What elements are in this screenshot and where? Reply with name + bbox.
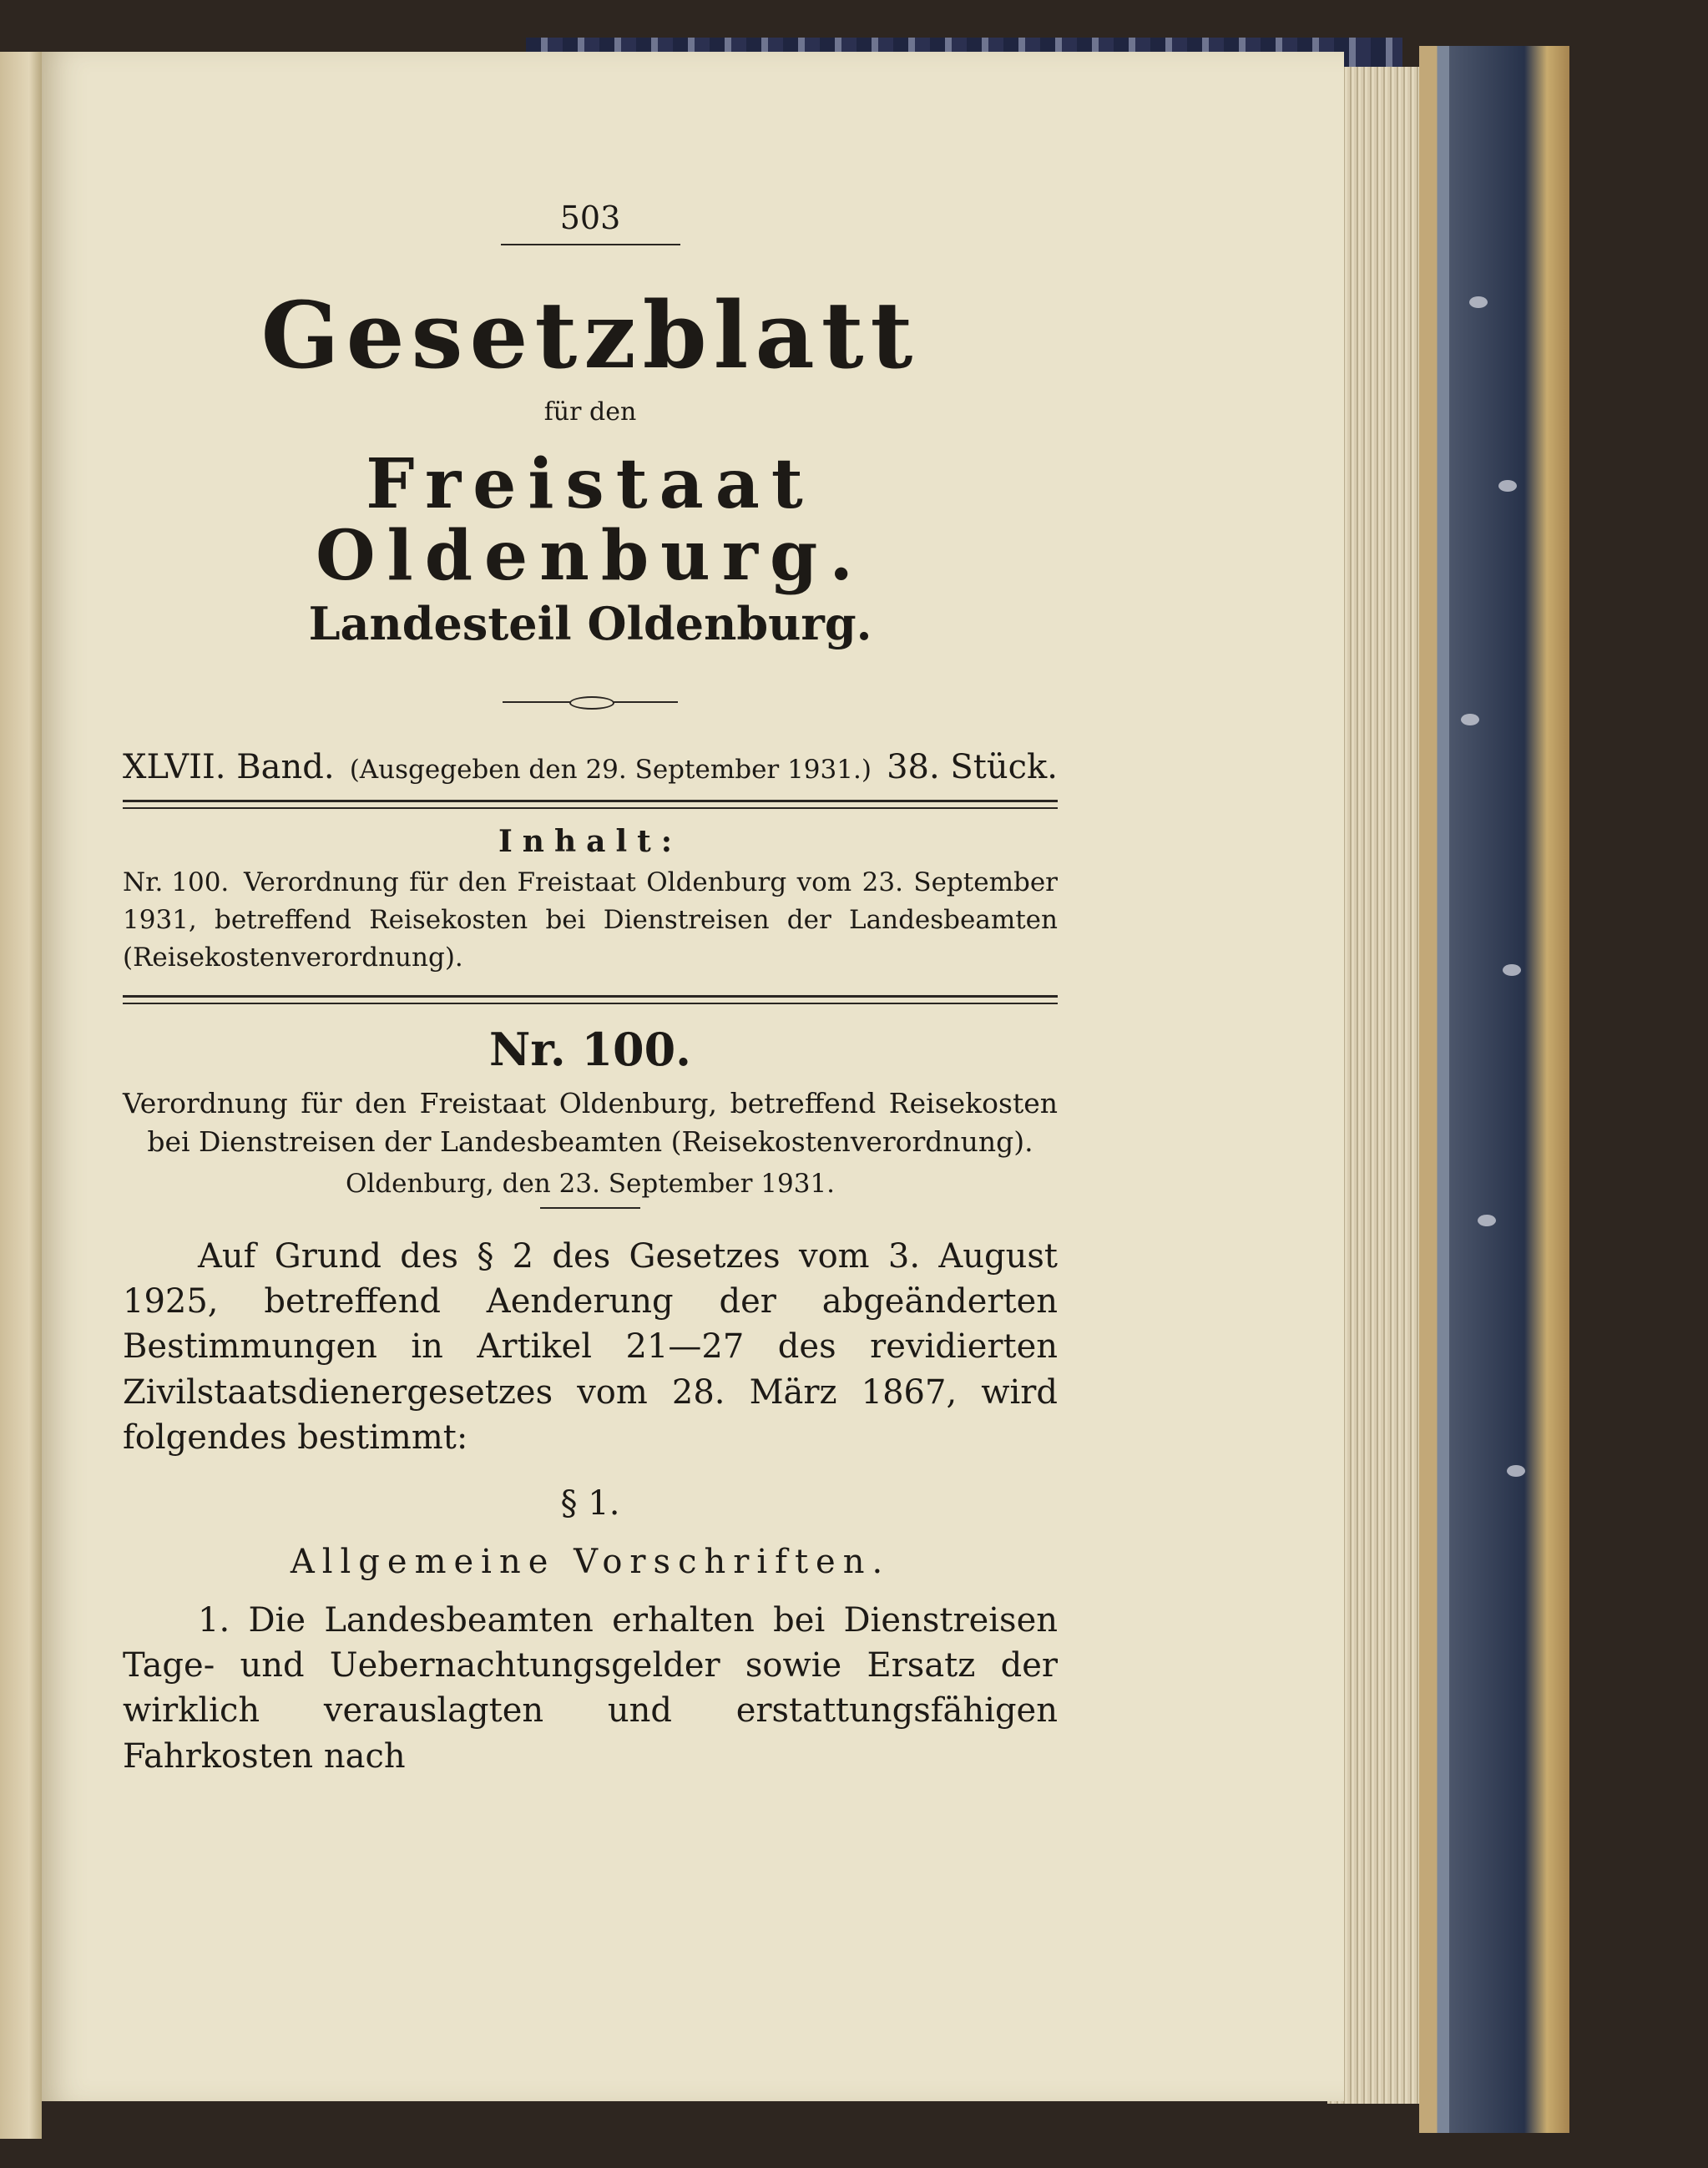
decree-place-date: Oldenburg, den 23. September 1931. <box>345 1168 836 1199</box>
contents-entry <box>123 864 1058 977</box>
page-content <box>123 138 1058 1779</box>
decree-paragraph-1: 1. Die Landesbeamten erhalten bei Dienstreisen Tage- und Uebernachtungsgelder sowie Ersatz der wirklich verauslagten und erstattungsfähigen Fahrkosten nach <box>123 1600 1058 1776</box>
contents-heading: Inhalt: <box>498 823 683 859</box>
adjacent-left-page <box>0 52 42 2139</box>
decree-section: § 1. <box>560 1483 620 1523</box>
decree-rule <box>540 1207 640 1209</box>
marble-spot <box>1498 480 1517 492</box>
page-number: 503 <box>559 200 621 236</box>
masthead-for: für den <box>543 397 637 427</box>
ornament-divider <box>503 696 678 708</box>
decree-number: Nr. 100. <box>489 1022 691 1076</box>
marble-spot <box>1461 714 1479 725</box>
marble-spot <box>1478 1215 1496 1226</box>
issue-piece: 38. Stück. <box>887 747 1058 786</box>
contents-entry-text: Verordnung für den Freistaat Oldenburg vom 23. September 1931, betreffend Reisekosten bei Dienstreisen der Landesbeamten (Reisekostenverordnung). <box>123 867 1058 973</box>
marble-spot <box>1507 1465 1525 1477</box>
masthead-state: Freistaat Oldenburg. <box>316 443 865 596</box>
decree-section-title: Allgemeine Vorschriften. <box>290 1542 891 1581</box>
contents-entry-number: Nr. 100. <box>123 867 230 897</box>
marble-spot <box>1503 964 1521 976</box>
masthead-title: Gesetzblatt <box>260 281 920 389</box>
double-rule-top <box>123 800 1058 809</box>
page-number-rule <box>501 244 680 245</box>
issue-date: (Ausgegeben den 29. September 1931.) <box>349 754 872 785</box>
decree-title: Verordnung für den Freistaat Oldenburg, betreffend Reisekosten bei Dienstreisen der Landesbeamten (Reisekostenverordnung). <box>123 1087 1058 1159</box>
decree-preamble: Auf Grund des § 2 des Gesetzes vom 3. August 1925, betreffend Aenderung der abgeänderten Bestimmungen in Artikel 21—27 des revidierten Zivilstaatsdienergesetzes vom 28. März 1867, wird folgendes bestimmt: <box>123 1236 1058 1458</box>
marble-spot <box>1469 296 1488 308</box>
masthead-region: Landesteil Oldenburg. <box>308 596 872 650</box>
issue-volume: XLVII. Band. <box>123 747 335 786</box>
double-rule-bottom <box>123 995 1058 1004</box>
marbled-book-cover <box>1419 46 1569 2133</box>
issue-line <box>123 748 1058 786</box>
ornament-knot <box>569 696 614 710</box>
